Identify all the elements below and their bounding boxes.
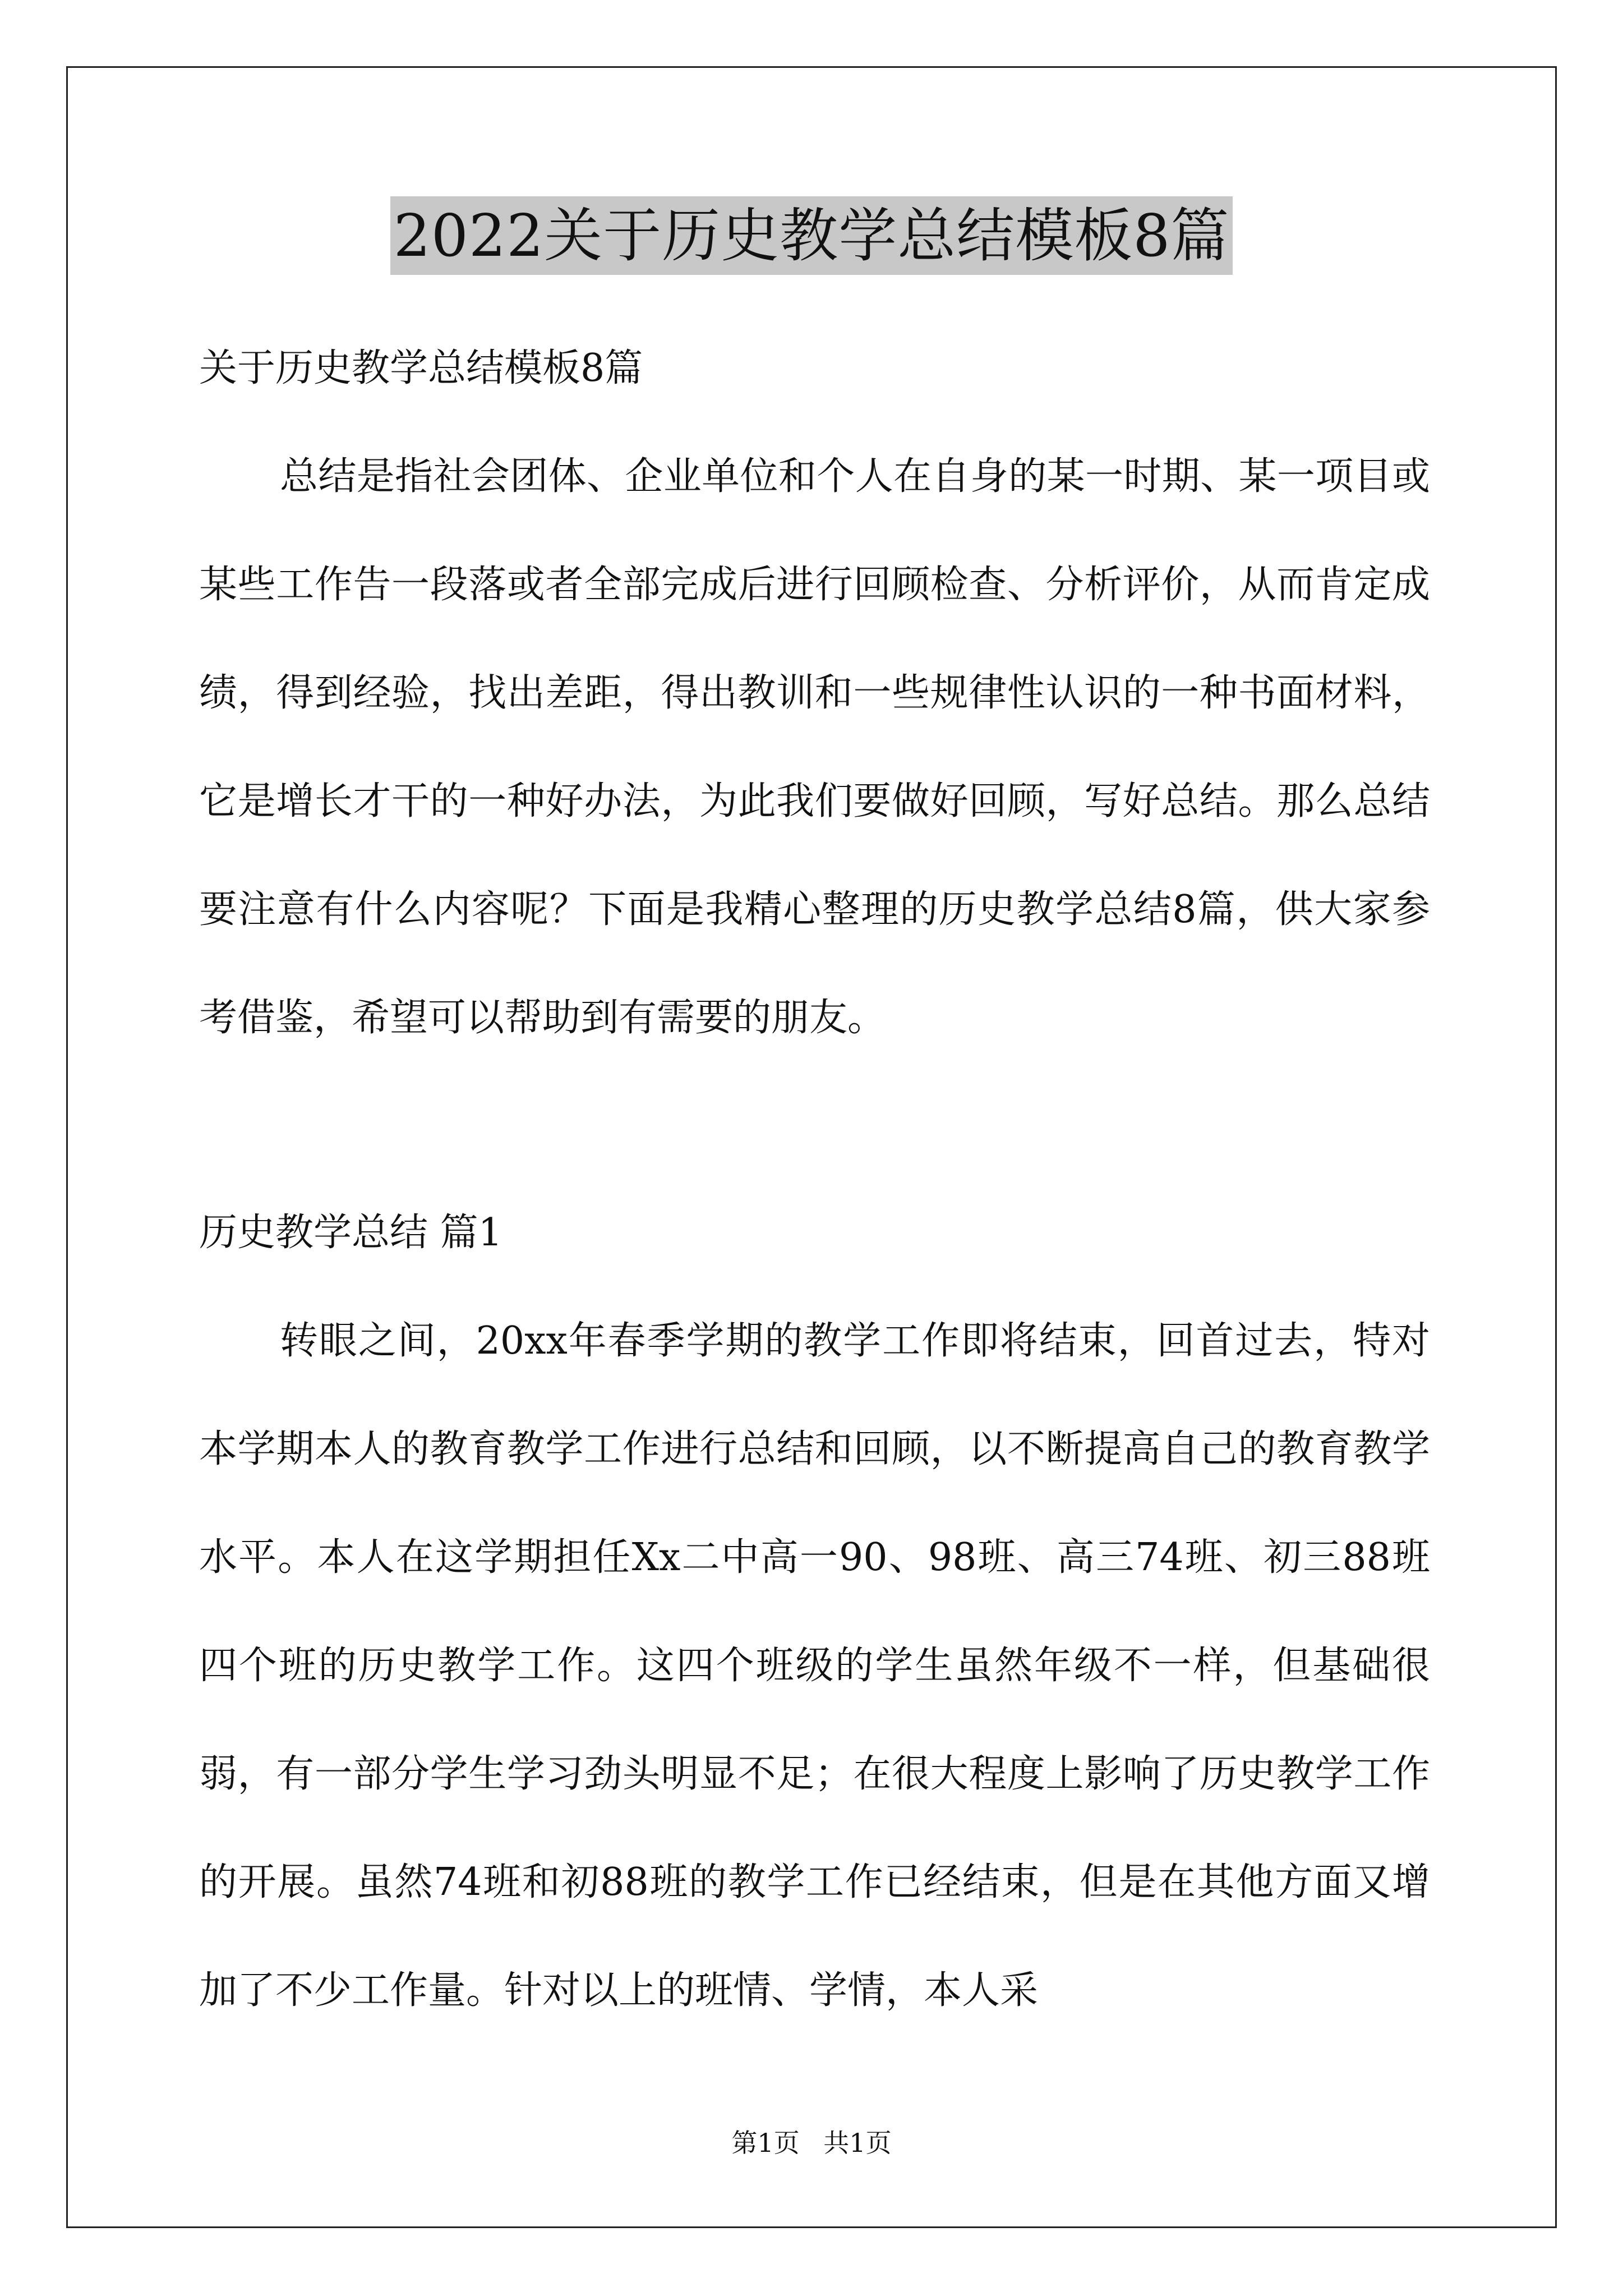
page-footer: 第1页 共1页 [731, 2128, 892, 2158]
title-container [0, 196, 1623, 275]
document-subtitle: 关于历史教学总结模板8篇 [199, 346, 643, 390]
document-title: 2022关于历史教学总结模板8篇 [390, 196, 1233, 275]
intro-paragraph: 总结是指社会团体、企业单位和个人在自身的某一时期、某一项目或某些工作告一段落或者全部完成后进行回顾检查、分析评价，从而肯定成绩，得到经验，找出差距，得出教训和一些规律性认识的一种书面材料，它是增长才干的一种好办法，为此我们要做好回顾，写好总结。那么总结要注意有什么内容呢？下面是我精心整理的历史教学总结8篇，供大家参考借鉴，希望可以帮助到有需要的朋友。 [199, 454, 1430, 1040]
section-paragraph: 转眼之间，20xx年春季学期的教学工作即将结束，回首过去，特对本学期本人的教育教学工作进行总结和回顾，以不断提高自己的教育教学水平。本人在这学期担任Xx二中高一90、98班、高三74班、初三88班四个班的历史教学工作。这四个班级的学生虽然年级不一样，但基础很弱，有一部分学生学习劲头明显不足；在很大程度上影响了历史教学工作的开展。虽然74班和初88班的教学工作已经结束，但是在其他方面又增加了不少工作量。针对以上的班情、学情，本人采 [199, 1319, 1430, 2013]
document-body [199, 314, 1430, 2045]
section-heading: 历史教学总结 篇1 [199, 1211, 502, 1255]
section-spacer [199, 1072, 1430, 1179]
